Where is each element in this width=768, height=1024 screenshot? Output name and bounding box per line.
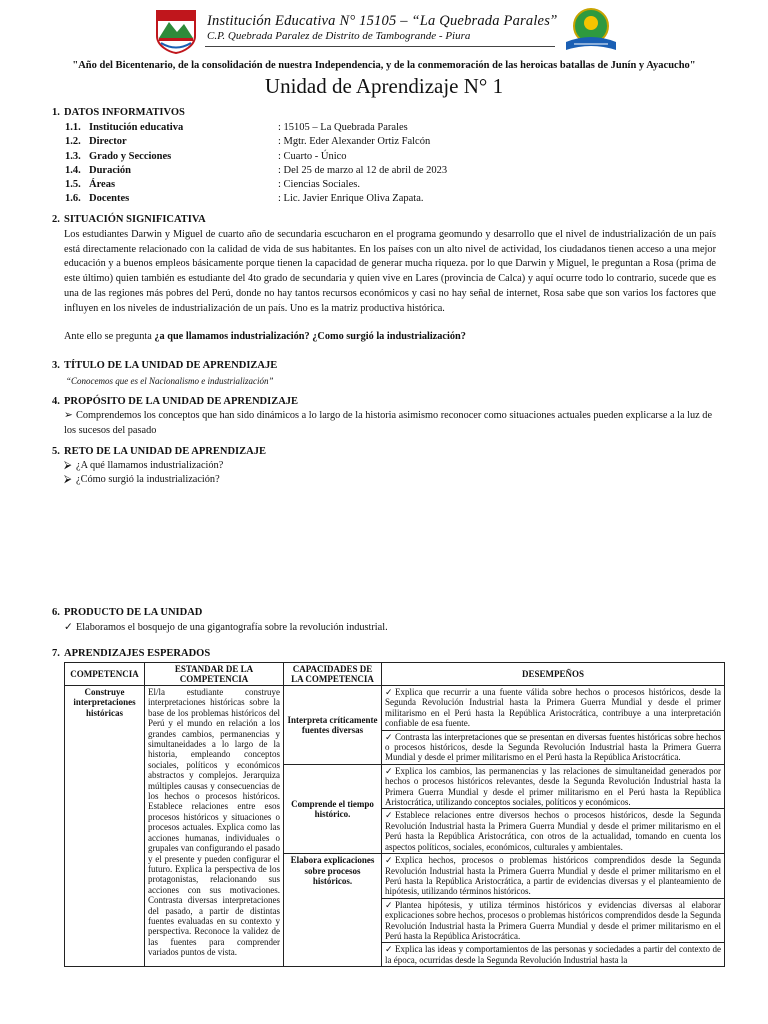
- section-number: 1.: [52, 107, 60, 118]
- capacidad-cell: Interpreta críticamente fuentes diversas: [284, 686, 382, 765]
- desempeno-text: Explica los cambios, las permanencias y las relaciones de simultaneidad generados por hechos o procesos históricos relevantes, desde la Segunda Revolución Industrial hasta la Primera Guerra Mundial y desde el primer militarismo en el Perú hasta la República Aristocrática, utilizando conceptos sociales, políticos y económicos.: [385, 765, 721, 808]
- question-text: ¿a que llamamos industrialización? ¿Como surgió la industrialización?: [154, 331, 466, 342]
- desempeno-text: Explica hechos, procesos o problemas históricos comprendidos desde la Segunda Revolución Industrial hasta la Primera Guerra Mundial y desde el primer militarismo en el Perú hasta la República Aristocrática, a partir de evidencias diversas y el planteamiento de hipótesis, utilizando términos históricos.: [385, 855, 721, 897]
- question-intro: Ante ello se pregunta: [64, 331, 155, 342]
- section-number: 7.: [52, 648, 60, 659]
- learning-table: [64, 662, 725, 967]
- page-title: Unidad de Aprendizaje N° 1: [264, 74, 504, 98]
- section-number: 3.: [52, 360, 60, 371]
- desempeno-cell: [382, 854, 725, 899]
- purpose-text: Comprendemos los conceptos que han sido dinámicos a lo largo de la historia asimismo reconocer como situaciones actuales pueden explicarse a la luz de los sucesos del pasado: [64, 410, 713, 436]
- challenge-text: ¿Cómo surgió la industrialización?: [76, 474, 220, 485]
- capacidad-cell: Comprende el tiempo histórico.: [284, 764, 382, 853]
- info-label: Grado y Secciones: [89, 151, 172, 162]
- desempeno-cell: [382, 809, 725, 854]
- challenge-item: [64, 473, 220, 488]
- capacidad-cell: Elabora explicaciones sobre procesos históricos.: [284, 854, 382, 967]
- table-header-row: [65, 663, 725, 686]
- info-value: : Del 25 de marzo al 12 de abril de 2023: [278, 165, 448, 176]
- section-title: TÍTULO DE LA UNIDAD DE APRENDIZAJE: [64, 360, 278, 371]
- check-icon: ✓: [385, 899, 393, 910]
- section-6-heading: [52, 607, 202, 618]
- competencia-cell: Construye interpretaciones históricas: [65, 686, 145, 967]
- situation-paragraph: Los estudiantes Darwin y Miguel de cuarto año de secundaria escucharon en el programa geomundo y desarrollo que el nivel de industrialización de un país está directamente relacionado con la calidad de vida de sus habitantes. En los países con un alto nivel de actividad, los ciudadanos tienen acceso a una mejor educación y a buenos empleos básicamente porque tienen la capacidad de generar mucha riqueza. por lo que Darwin y Miguel, le preguntan a Rosa (prima de este último) quien también es estudiante del 4to grado de secundaria y quien vive en Lares (provincia de Calca) y aquí ocurre todo lo contrario, sucede que es una de las regiones más pobres del Perú, donde no hay tantos recursos económicos y casi no hay señal de internet, Rosa sabe que son varios los factores que influyen en los niveles de industrialización de un país. Uno es la matriz productiva histórica.: [64, 229, 716, 314]
- desempeno-text: Explica que recurrir a una fuente válida sobre hechos o procesos históricos, desde la Segunda Revolución Industrial hasta la Primera Guerra Mundial y desde el primer militarismo en el Perú hasta la República Aristocrática, contribuye a una interpretación confiable de esa fuente.: [385, 687, 721, 729]
- section-7-heading: [52, 648, 210, 659]
- section-2-heading: [52, 214, 206, 225]
- unit-title-text: “Conocemos que es el Nacionalismo e industrialización”: [66, 376, 274, 386]
- info-label: Áreas: [89, 179, 116, 190]
- school-address: C.P. Quebrada Paralez de Distrito de Tambogrande - Piura: [207, 30, 471, 42]
- section-number: 2.: [52, 214, 60, 225]
- check-icon: ✓: [385, 810, 393, 821]
- desempeno-cell: [382, 898, 725, 943]
- info-key: 1.3.: [65, 151, 81, 162]
- section-title: PRODUCTO DE LA UNIDAD: [64, 607, 203, 618]
- year-motto: "Año del Bicentenario, de la consolidación de nuestra Independencia, y de la conmemoración de las heroicas batallas de Junín y Ayacucho": [72, 60, 696, 71]
- header-divider: [205, 46, 555, 47]
- info-label: Director: [89, 136, 127, 147]
- check-icon: ✓: [385, 687, 393, 697]
- challenge-item: [64, 459, 223, 474]
- section-5-heading: [52, 446, 266, 457]
- info-key: 1.6.: [65, 193, 81, 204]
- info-value: : Lic. Javier Enrique Oliva Zapata.: [278, 193, 424, 204]
- header-estandar: ESTANDAR DE LA COMPETENCIA: [145, 663, 284, 686]
- check-icon: ✓: [385, 855, 393, 866]
- product-item: [64, 621, 388, 636]
- desempeno-text: Explica las ideas y comportamientos de las personas y sociedades a partir del contexto de la época, ocurridas desde la Segunda Revolución Industrial hasta la: [385, 944, 721, 965]
- section-3-heading: [52, 360, 277, 371]
- info-key: 1.4.: [65, 165, 81, 176]
- desempeno-text: Plantea hipótesis, y utiliza términos históricos y evidencias diversas al elaborar explicaciones sobre hechos, procesos o problemas históricos comprendidos desde la Segunda Revolución Industrial hasta la Primera Guerra Mundial y desde el primer militarismo en el Perú hasta la República Aristocrática.: [385, 899, 721, 941]
- info-label: Docentes: [89, 193, 130, 204]
- school-crest-logo: [153, 8, 199, 54]
- info-key: 1.2.: [65, 136, 81, 147]
- check-icon: ✓: [385, 731, 393, 742]
- section-title: DATOS INFORMATIVOS: [64, 107, 185, 118]
- desempeno-cell: [382, 764, 725, 809]
- header-desempenos: DESEMPEÑOS: [382, 663, 725, 686]
- product-text: Elaboramos el bosquejo de una gigantografía sobre la revolución industrial.: [76, 622, 388, 633]
- section-number: 4.: [52, 396, 60, 407]
- check-icon: ✓: [385, 765, 393, 776]
- desempeno-cell: [382, 730, 725, 764]
- school-name: Institución Educativa N° 15105 – “La Quebrada Paralesˮ: [207, 13, 559, 29]
- check-icon: ✓: [385, 944, 393, 955]
- section-title: RETO DE LA UNIDAD DE APRENDIZAJE: [64, 446, 266, 457]
- school-emblem-logo: [560, 6, 622, 54]
- arrowhead-bullet-icon: ⮚: [64, 460, 72, 471]
- header-competencia: COMPETENCIA: [65, 663, 145, 686]
- check-bullet-icon: ✓: [64, 622, 73, 633]
- challenge-text: ¿A qué llamamos industrialización?: [76, 460, 224, 471]
- info-key: 1.5.: [65, 179, 81, 190]
- purpose-item: [64, 409, 719, 438]
- situation-question-line: [64, 331, 466, 342]
- desempeno-text: Contrasta las interpretaciones que se presentan en diversas fuentes históricas sobre hechos o procesos históricos, desde la Segunda Revolución Industrial hasta la Primera Guerra Mundial y desde el primer militarismo en el Perú hasta la República Aristocrática.: [385, 731, 721, 763]
- info-value: : Ciencias Sociales.: [278, 179, 360, 190]
- section-number: 5.: [52, 446, 60, 457]
- arrow-bullet-icon: ➢: [64, 410, 73, 421]
- section-4-heading: [52, 396, 298, 407]
- section-title: PROPÓSITO DE LA UNIDAD DE APRENDIZAJE: [64, 396, 299, 407]
- desempeno-text: Establece relaciones entre diversos hechos o procesos históricos, desde la Segunda Revolución Industrial hasta la Primera Guerra Mundial y desde el primer militarismo en el Perú hasta la República Aristocrática, con otros de la actualidad, tomando en cuenta los aspectos políticos, sociales, económicos, culturales y ambientales.: [385, 810, 721, 852]
- estandar-cell: El/la estudiante construye interpretaciones históricas sobre la base de los problemas históricos del Perú y el mundo en relación a los grandes cambios, permanencias y simultaneidades a lo largo de la historia, empleando conceptos sociales, políticos y económicos abstractos y complejos. Jerarquiza múltiples causas y consecuencias de los hechos o procesos históricos. Establece relaciones entre esos procesos históricos y situaciones o procesos actuales. Explica como las acciones humanas, individuales o grupales van configurando el pasado y el presente y pueden configurar el futuro. Explica la perspectiva de los protagonistas, relacionando sus acciones con sus motivaciones. Contrasta diversas interpretaciones del pasado, a partir de distintas fuentes evaluadas en su contexto y perspectiva. Reconoce la validez de las fuentes para comprender variados puntos de vista.: [145, 686, 284, 967]
- info-value: : Cuarto - Único: [278, 151, 347, 162]
- header-capacidades: CAPACIDADES DE LA COMPETENCIA: [284, 663, 382, 686]
- info-value: : 15105 – La Quebrada Parales: [278, 122, 408, 133]
- table-row: [65, 686, 725, 731]
- section-1-heading: [52, 107, 185, 118]
- desempeno-cell: [382, 943, 725, 967]
- arrowhead-bullet-icon: ⮚: [64, 474, 72, 485]
- info-key: 1.1.: [65, 122, 81, 133]
- info-label: Institución educativa: [89, 122, 184, 133]
- desempeno-cell: [382, 686, 725, 731]
- document-header: [0, 0, 768, 60]
- section-title: APRENDIZAJES ESPERADOS: [64, 648, 211, 659]
- info-value: : Mgtr. Eder Alexander Ortiz Falcón: [278, 136, 431, 147]
- info-label: Duración: [89, 165, 131, 176]
- section-number: 6.: [52, 607, 60, 618]
- section-title: SITUACIÓN SIGNIFICATIVA: [64, 214, 206, 225]
